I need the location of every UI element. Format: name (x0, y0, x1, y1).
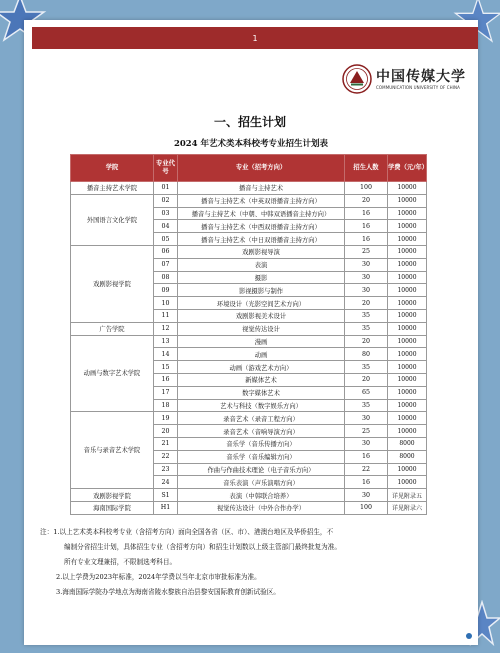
college-cell: 海南国际学院 (71, 501, 154, 514)
table-row (71, 501, 427, 514)
count-cell: 20 (345, 373, 388, 386)
fee-cell: 8000 (388, 437, 427, 450)
note-1-line-3: 所有专业文理兼招，不限制选考科目。 (64, 558, 177, 566)
code-cell: 11 (154, 309, 178, 322)
major-cell: 影视摄影与制作 (178, 284, 345, 297)
major-cell: 动画（游戏艺术方向） (178, 361, 345, 374)
count-cell: 16 (345, 207, 388, 220)
code-cell: 20 (154, 425, 178, 438)
major-cell: 表演（中韩联合培养） (178, 489, 345, 502)
code-cell: 09 (154, 284, 178, 297)
fee-cell: 10000 (388, 412, 427, 425)
count-cell: 80 (345, 348, 388, 361)
major-cell: 戏剧影视导演 (178, 245, 345, 258)
corner-dot-icon (466, 633, 472, 639)
notes-prefix: 注： (40, 528, 54, 536)
count-cell: 25 (345, 425, 388, 438)
major-cell: 视觉传达设计（中外合作办学） (178, 501, 345, 514)
major-cell: 环境设计（光影空间艺术方向） (178, 297, 345, 310)
code-cell: 13 (154, 335, 178, 348)
count-cell: 30 (345, 412, 388, 425)
cuc-emblem-icon (342, 64, 372, 94)
logo-english-text: COMMUNICATION UNIVERSITY OF CHINA (376, 84, 460, 90)
college-cell: 外国语言文化学院 (71, 194, 154, 245)
major-cell: 播音与主持艺术（中英双语播音主持方向） (178, 194, 345, 207)
fee-cell: 10000 (388, 284, 427, 297)
table-header-row (71, 155, 427, 182)
count-cell: 65 (345, 386, 388, 399)
code-cell: 22 (154, 450, 178, 463)
fee-cell: 10000 (388, 309, 427, 322)
count-cell: 16 (345, 220, 388, 233)
major-cell: 表演 (178, 258, 345, 271)
major-cell: 视觉传达设计 (178, 322, 345, 335)
code-cell: 10 (154, 297, 178, 310)
count-cell: 35 (345, 361, 388, 374)
major-cell: 播音与主持艺术 (178, 182, 345, 195)
header-major: 专业（招考方向） (178, 155, 345, 182)
table-row (71, 335, 427, 348)
table-title: 2024 年艺术类本科校考专业招生计划表 (173, 139, 329, 149)
code-cell: 21 (154, 437, 178, 450)
table-row (71, 182, 427, 195)
count-cell: 16 (345, 476, 388, 489)
table-row (71, 194, 427, 207)
fee-cell: 10000 (388, 348, 427, 361)
fee-cell: 10000 (388, 361, 427, 374)
count-cell: 100 (345, 501, 388, 514)
code-cell: S1 (154, 489, 178, 502)
code-cell: 12 (154, 322, 178, 335)
count-cell: 30 (345, 258, 388, 271)
section-title: 一、招生计划 (214, 115, 287, 129)
college-cell: 广告学院 (71, 322, 154, 335)
header-code: 专业代号 (154, 155, 178, 182)
code-cell: 14 (154, 348, 178, 361)
count-cell: 20 (345, 297, 388, 310)
major-cell: 播音与主持艺术（中西双语播音主持方向） (178, 220, 345, 233)
fee-cell: 详见附录五 (388, 489, 427, 502)
college-cell: 戏剧影视学院 (71, 245, 154, 322)
major-cell: 音乐学（音乐传播方向） (178, 437, 345, 450)
code-cell: 16 (154, 373, 178, 386)
major-cell: 戏剧影视美术设计 (178, 309, 345, 322)
count-cell: 30 (345, 271, 388, 284)
major-cell: 音乐学（音乐编辑方向） (178, 450, 345, 463)
code-cell: 04 (154, 220, 178, 233)
major-cell: 录音艺术（音响导演方向） (178, 425, 345, 438)
code-cell: 24 (154, 476, 178, 489)
count-cell: 20 (345, 194, 388, 207)
fee-cell: 10000 (388, 233, 427, 246)
header-fee: 学费（元/年） (388, 155, 427, 182)
count-cell: 30 (345, 437, 388, 450)
fee-cell: 10000 (388, 182, 427, 195)
notes-section (40, 525, 464, 600)
header-college: 学院 (71, 155, 154, 182)
count-cell: 30 (345, 284, 388, 297)
fee-cell: 10000 (388, 194, 427, 207)
fee-cell: 10000 (388, 297, 427, 310)
note-1-line-2: 编制分省招生计划，具体招生专业（含招考方向）和招生计划数以上级主管部门最终批复为准。 (64, 543, 341, 551)
fee-cell: 10000 (388, 425, 427, 438)
fee-cell: 10000 (388, 476, 427, 489)
code-cell: 07 (154, 258, 178, 271)
code-cell: 18 (154, 399, 178, 412)
note-1-line-1: 1.以上艺术类本科校考专业（含招考方向）面向全国各省（区、市）、港澳台地区及华侨招生，不 (53, 528, 334, 536)
major-cell: 摄影 (178, 271, 345, 284)
count-cell: 22 (345, 463, 388, 476)
document-page (24, 20, 478, 645)
count-cell: 20 (345, 335, 388, 348)
major-cell: 录音艺术（录音工程方向） (178, 412, 345, 425)
count-cell: 100 (345, 182, 388, 195)
fee-cell: 10000 (388, 220, 427, 233)
university-logo (342, 64, 466, 94)
fee-cell: 10000 (388, 373, 427, 386)
code-cell: 01 (154, 182, 178, 195)
college-cell: 播音主持艺术学院 (71, 182, 154, 195)
fee-cell: 10000 (388, 399, 427, 412)
major-cell: 漫画 (178, 335, 345, 348)
code-cell: 19 (154, 412, 178, 425)
page-header-band (32, 27, 478, 49)
note-3: 3.海南国际学院办学地点为海南省陵水黎族自治县黎安国际教育创新试验区。 (56, 588, 280, 596)
fee-cell: 10000 (388, 386, 427, 399)
major-cell: 作曲与作曲技术理论（电子音乐方向） (178, 463, 345, 476)
major-cell: 播音与主持艺术（中朝、中韩双语播音主持方向） (178, 207, 345, 220)
table-row (71, 412, 427, 425)
count-cell: 35 (345, 399, 388, 412)
count-cell: 30 (345, 489, 388, 502)
code-cell: 05 (154, 233, 178, 246)
fee-cell: 10000 (388, 335, 427, 348)
code-cell: H1 (154, 501, 178, 514)
fee-cell: 10000 (388, 207, 427, 220)
fee-cell: 10000 (388, 271, 427, 284)
college-cell: 动画与数字艺术学院 (71, 335, 154, 412)
major-cell: 播音与主持艺术（中日双语播音主持方向） (178, 233, 345, 246)
code-cell: 23 (154, 463, 178, 476)
code-cell: 17 (154, 386, 178, 399)
code-cell: 06 (154, 245, 178, 258)
count-cell: 35 (345, 309, 388, 322)
code-cell: 08 (154, 271, 178, 284)
fee-cell: 详见附录六 (388, 501, 427, 514)
fee-cell: 8000 (388, 450, 427, 463)
count-cell: 35 (345, 322, 388, 335)
major-cell: 音乐表演（声乐演唱方向） (178, 476, 345, 489)
count-cell: 16 (345, 233, 388, 246)
college-cell: 戏剧影视学院 (71, 489, 154, 502)
count-cell: 25 (345, 245, 388, 258)
fee-cell: 10000 (388, 258, 427, 271)
table-row (71, 489, 427, 502)
fee-cell: 10000 (388, 322, 427, 335)
college-cell: 音乐与录音艺术学院 (71, 412, 154, 489)
enrollment-plan-table (70, 154, 427, 515)
major-cell: 数字媒体艺术 (178, 386, 345, 399)
header-count: 招生人数 (345, 155, 388, 182)
table-row (71, 245, 427, 258)
code-cell: 02 (154, 194, 178, 207)
fee-cell: 10000 (388, 245, 427, 258)
note-2: 2.以上学费为2023年标准，2024年学费以当年北京市审批标准为准。 (56, 573, 261, 581)
logo-chinese-text: 中国传媒大学 (376, 68, 466, 85)
table-row (71, 322, 427, 335)
code-cell: 03 (154, 207, 178, 220)
page-number: 1 (252, 33, 258, 43)
major-cell: 新媒体艺术 (178, 373, 345, 386)
major-cell: 动画 (178, 348, 345, 361)
count-cell: 16 (345, 450, 388, 463)
code-cell: 15 (154, 361, 178, 374)
major-cell: 艺术与科技（数字娱乐方向） (178, 399, 345, 412)
fee-cell: 10000 (388, 463, 427, 476)
